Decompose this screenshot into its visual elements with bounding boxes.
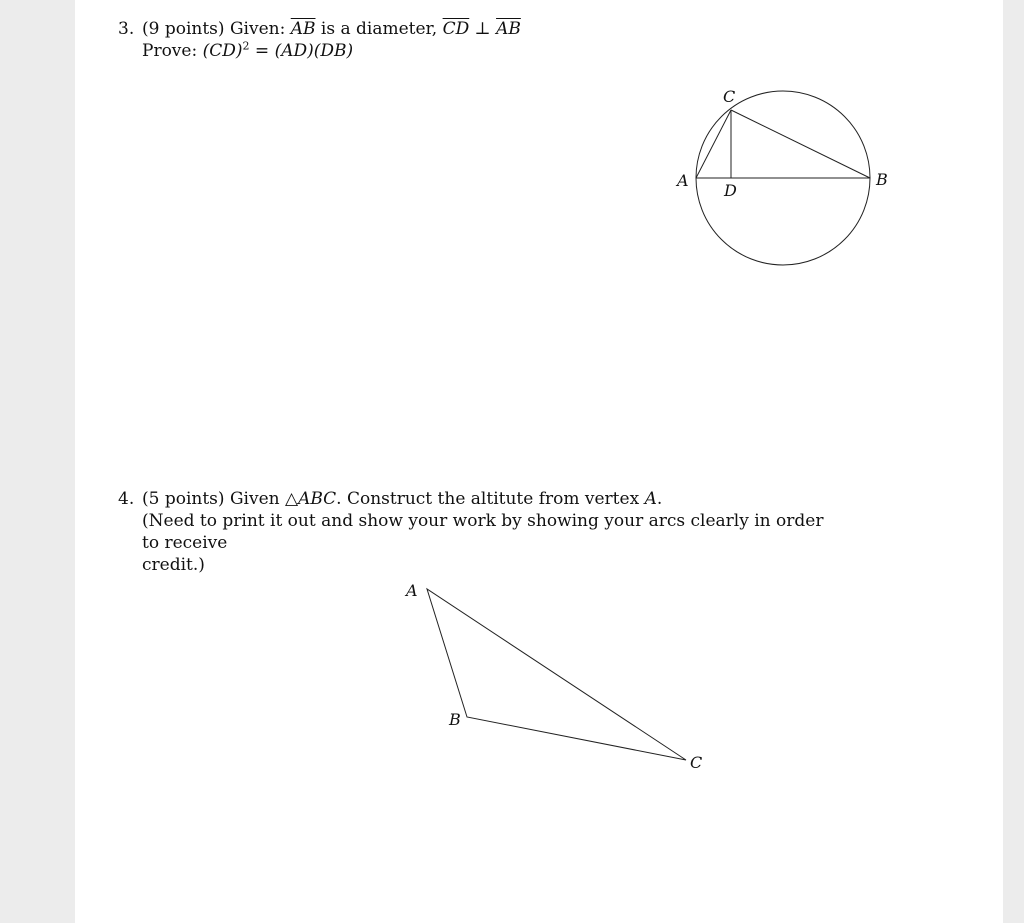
segment-cd: $\overline{CD}$ <box>442 19 470 39</box>
is-diameter-text: is a diameter, <box>320 19 438 39</box>
triangle-label-c: C <box>690 753 703 772</box>
vertex-name: A <box>644 489 657 509</box>
label-a: A <box>677 171 689 190</box>
prove-rhs: = (AD)(DB) <box>254 41 354 61</box>
problem-4-number: 4. <box>118 489 135 509</box>
label-d: D <box>724 181 737 200</box>
problem-3-points: (9 points) <box>142 19 225 39</box>
segment-cb <box>731 110 870 178</box>
problem-4-points: (5 points) <box>142 489 225 509</box>
problem-4-note-1: (Need to print it out and show your work by showing your arcs clearly in order to receive <box>142 511 824 553</box>
segment-ac <box>696 110 731 178</box>
prove-lhs: (CD) <box>202 41 243 61</box>
triangle-label-b: B <box>449 710 461 729</box>
triangle-figure <box>427 589 686 760</box>
given-triangle-text: Given △ <box>229 489 299 509</box>
triangle-abc <box>427 589 686 760</box>
triangle-label-a: A <box>406 581 418 600</box>
problem-3-number: 3. <box>118 19 135 39</box>
triangle-name: ABC <box>298 489 337 509</box>
given-label: Given: <box>229 19 286 39</box>
circle-figure <box>696 91 870 265</box>
label-b: B <box>876 170 888 189</box>
label-c: C <box>723 87 736 106</box>
segment-ab-2: $\overline{AB}$ <box>496 19 521 39</box>
statement-period: . <box>656 489 663 509</box>
problem-4-note-2: credit.) <box>142 555 205 575</box>
prove-label: Prove: <box>142 41 198 61</box>
perpendicular-symbol: ⊥ <box>474 19 491 39</box>
construct-text: . Construct the altitute from vertex <box>336 489 645 509</box>
segment-ab: $\overline{AB}$ <box>290 19 316 39</box>
prove-exponent: 2 <box>242 39 250 53</box>
